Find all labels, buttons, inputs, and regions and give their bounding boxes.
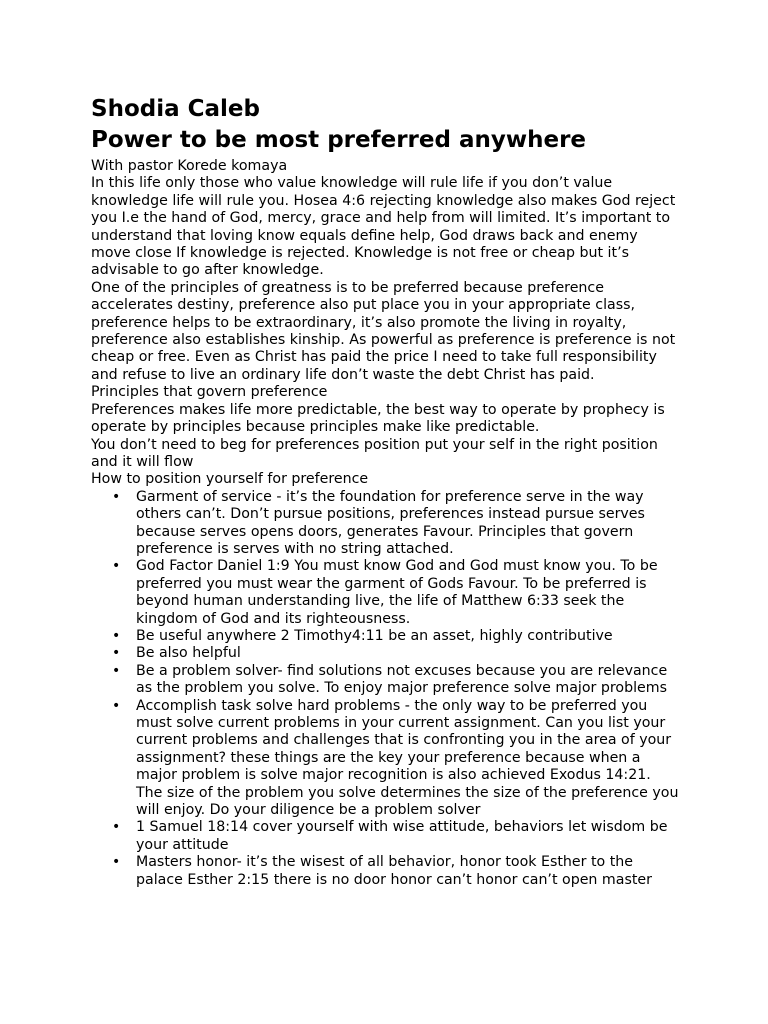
list-item-text: Be also helpful — [136, 645, 241, 662]
paragraph-predictable: Preferences makes life more predictable, the best way to operate by prophecy is operate by principles because principles make like predictable. — [91, 401, 665, 436]
paragraph-position: You don’t need to beg for preferences position put your self in the right position and it will flow — [91, 436, 658, 470]
author-heading: Shodia Caleb — [91, 96, 260, 122]
list-item-text: 1 Samuel 18:14 cover yourself with wise attitude, behaviors let wisdom be your attitude — [136, 819, 668, 853]
list-item-text: Accomplish task solve hard problems - the only way to be preferred you must solve current problems in your current assignment. Can you list your current problems and challenges that is confronting you in the area of your assignment? these things are the key your preference because when a major problem is solve major recognition is also achieved Exodus 14:21. The size of the problem you solve determines the size of the preference you will enjoy. Do your diligence be a problem solver — [136, 697, 679, 819]
bullet-icon: • — [112, 558, 121, 575]
list-item — [91, 628, 681, 645]
list-item — [91, 645, 681, 662]
list-item — [91, 819, 681, 854]
section-heading-how-to: How to position yourself for preference — [91, 471, 369, 488]
subtitle-line: With pastor Korede komaya — [91, 158, 288, 174]
paragraph-greatness: One of the principles of greatness is to be preferred because preference accelerates destiny, preference also put place you in your appropriate class, preference helps to be extraordinary, it’s also promote the living in royalty, preference also establishes kinship. As powerful as preference is preference is not cheap or free. Even as Christ has paid the price I need to take full responsibility and refuse to live an ordinary life don’t waste the debt Christ has paid. — [91, 279, 676, 383]
document-body — [91, 158, 681, 889]
bullet-icon: • — [112, 819, 121, 836]
bullet-icon: • — [112, 697, 121, 714]
bullet-icon: • — [112, 662, 121, 679]
list-item-text: Be a problem solver- find solutions not excuses because you are relevance as the problem you solve. To enjoy major preference solve major problems — [136, 662, 668, 697]
list-item — [91, 663, 681, 698]
list-item-text: Masters honor- it’s the wisest of all behavior, honor took Esther to the palace Esther 2:15 there is no door honor can’t honor can’t open master — [136, 854, 652, 888]
document-title: Power to be most preferred anywhere — [91, 127, 587, 153]
bullet-icon: • — [112, 645, 121, 662]
bullet-list — [91, 489, 681, 889]
document-page — [91, 94, 681, 889]
list-item — [91, 558, 681, 628]
list-item-text: God Factor Daniel 1:9 You must know God and God must know you. To be preferred you must wear the garment of Gods Favour. To be preferred is beyond human understanding live, the life of Matthew 6:33 seek the kingdom of God and its righteousness. — [136, 558, 658, 627]
list-item — [91, 489, 681, 559]
section-heading-principles: Principles that govern preference — [91, 384, 328, 401]
bullet-icon: • — [112, 627, 121, 644]
bullet-icon: • — [112, 854, 121, 871]
list-item — [91, 698, 681, 820]
list-item-text: Garment of service - it’s the foundation for preference serve in the way others can’t. Don’t pursue positions, preferences instead pursue serves because serves opens doors, generates Favour. Principles that govern preference is serves with no string attached. — [136, 488, 645, 557]
paragraph-knowledge: In this life only those who value knowledge will rule life if you don’t value knowledge life will rule you. Hosea 4:6 rejecting knowledge also makes God reject you I.e the hand of God, mercy, grace and help from will limited. It’s important to understand that loving know equals define help, God draws back and enemy move close If knowledge is rejected. Knowledge is not free or cheap but it’s advisable to go after knowledge. — [91, 175, 676, 279]
bullet-icon: • — [112, 488, 121, 505]
list-item-text: Be useful anywhere 2 Timothy4:11 be an asset, highly contributive — [136, 627, 613, 644]
list-item — [91, 854, 681, 889]
